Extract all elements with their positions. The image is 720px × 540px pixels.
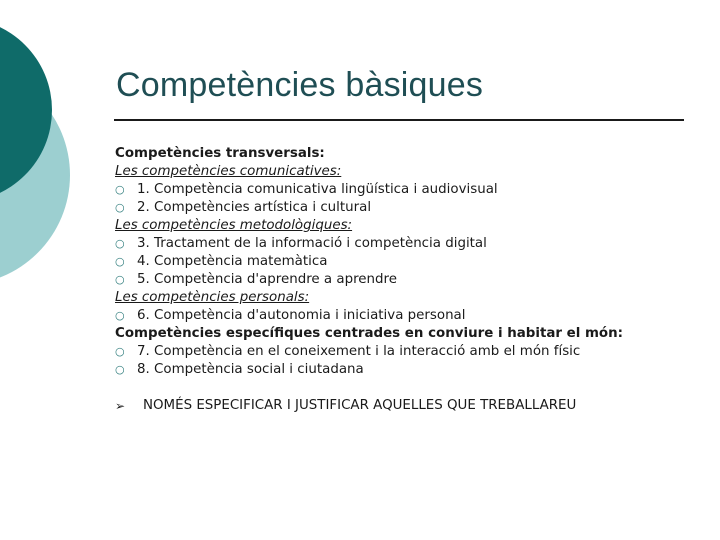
circle-bullet-icon: ○	[115, 363, 125, 376]
subheading-personals: Les competències personals:	[115, 290, 310, 305]
circle-bullet-icon: ○	[115, 345, 125, 358]
list-item: ○ 3. Tractament de la informació i competència digital	[115, 236, 487, 251]
circle-bullet-icon: ○	[115, 309, 125, 322]
title-divider	[114, 119, 684, 121]
circle-bullet-icon: ○	[115, 237, 125, 250]
list-item: ○ 4. Competència matemàtica	[115, 254, 328, 269]
subheading-metodologiques: Les competències metodològiques:	[115, 218, 353, 233]
subheading-comunicatives: Les competències comunicatives:	[115, 164, 342, 179]
circle-bullet-icon: ○	[115, 255, 125, 268]
note-row	[115, 397, 675, 415]
list-item: ○ 7. Competència en el coneixement i la interacció amb el món físic	[115, 344, 581, 359]
slide-body	[115, 145, 675, 415]
circle-bullet-icon: ○	[115, 201, 125, 214]
list-item: ○ 1. Competència comunicativa lingüística i audiovisual	[115, 182, 498, 197]
list-item: ○ 5. Competència d'aprendre a aprendre	[115, 272, 397, 287]
list-item: ○ 2. Competències artística i cultural	[115, 200, 372, 215]
note-text: NOMÉS ESPECIFICAR I JUSTIFICAR AQUELLES QUE TREBALLAREU	[143, 398, 577, 413]
arrow-bullet-icon: ➢	[115, 399, 126, 413]
decorative-circles	[0, 0, 110, 300]
circle-bullet-icon: ○	[115, 273, 125, 286]
heading-especifiques: Competències específiques centrades en conviure i habitar el món:	[115, 326, 624, 341]
heading-transversals: Competències transversals:	[115, 146, 325, 161]
slide-title: Competències bàsiques	[116, 66, 484, 104]
circle-bullet-icon: ○	[115, 183, 125, 196]
list-item: ○ 6. Competència d'autonomia i iniciativa personal	[115, 308, 466, 323]
list-item: ○ 8. Competència social i ciutadana	[115, 362, 364, 377]
